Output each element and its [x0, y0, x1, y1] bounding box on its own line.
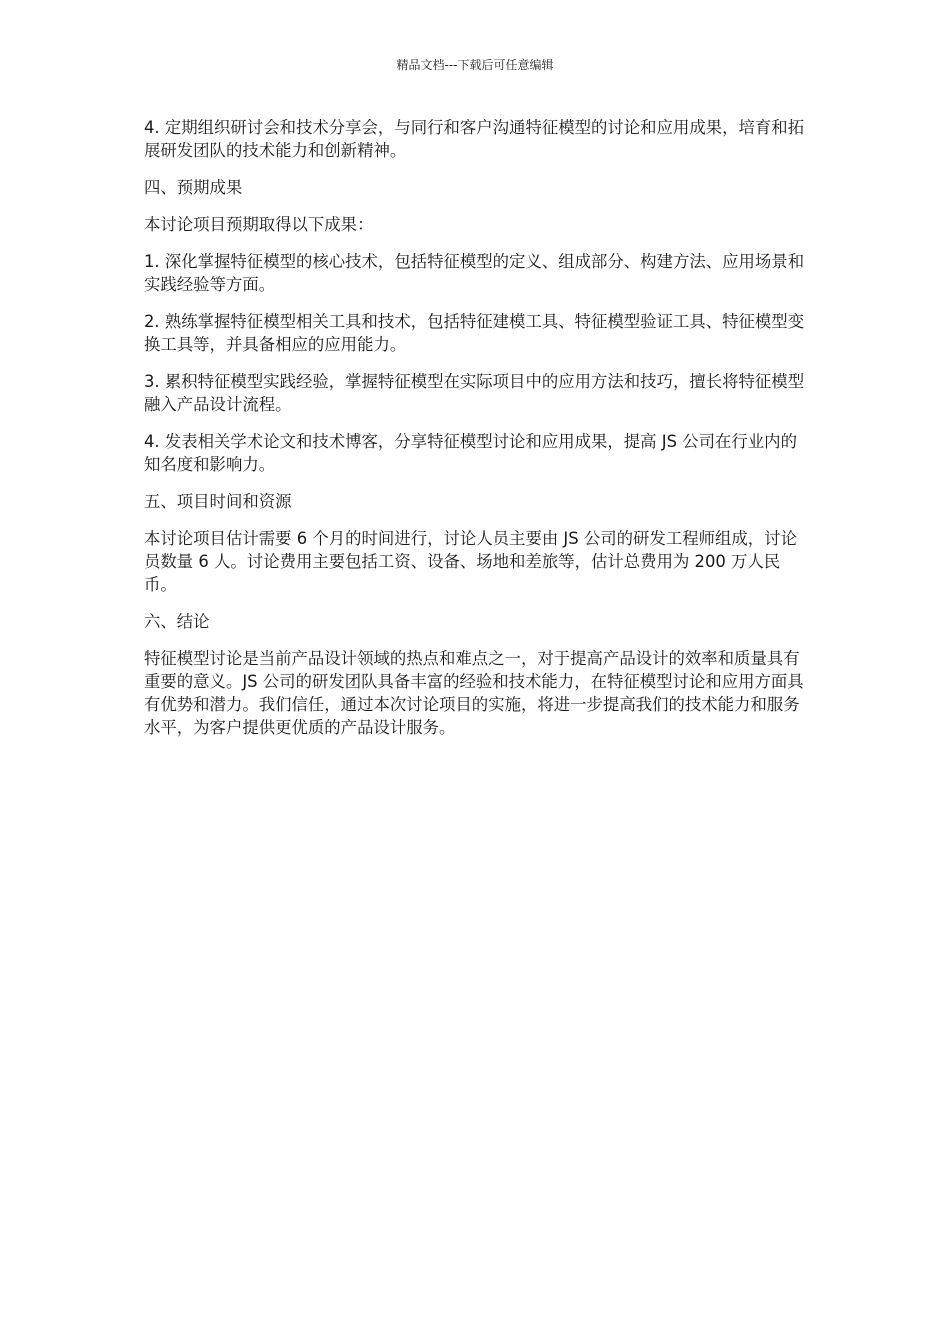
paragraph-time-resources: 本讨论项目估计需要 6 个月的时间进行，讨论人员主要由 JS 公司的研发工程师组成，讨论员数量 6 人。讨论费用主要包括工资、设备、场地和差旅等，估计总费用为 200 万人民币。: [144, 529, 797, 594]
paragraph-conclusion: 特征模型讨论是当前产品设计领域的热点和难点之一，对于提高产品设计的效率和质量具有重要的意义。JS 公司的研发团队具备丰富的经验和技术能力，在特征模型讨论和应用方面具有优势和潜力。我们信任，通过本次讨论项目的实施，将进一步提高我们的技术能力和服务水平，为客户提供更优质的产品设计服务。: [144, 649, 804, 737]
intro-expected-results: 本讨论项目预期取得以下成果：: [144, 215, 374, 234]
section-heading-conclusion: 六、结论: [144, 612, 210, 631]
list-item-1-core-technology: 1. 深化掌握特征模型的核心技术，包括特征模型的定义、组成部分、构建方法、应用场景和实践经验等方面。: [144, 252, 805, 294]
list-item-3-practice: 3. 累积特征模型实践经验，掌握特征模型在实际项目中的应用方法和技巧，擅长将特征模型融入产品设计流程。: [144, 372, 805, 414]
list-item-4-organize-seminars: 4. 定期组织研讨会和技术分享会，与同行和客户沟通特征模型的讨论和应用成果，培育和拓展研发团队的技术能力和创新精神。: [144, 118, 805, 160]
page-header: 精品文档---下载后可任意编辑: [396, 58, 554, 72]
section-heading-expected-results: 四、预期成果: [144, 178, 243, 197]
list-item-2-tools: 2. 熟练掌握特征模型相关工具和技术，包括特征建模工具、特征模型验证工具、特征模型变换工具等，并具备相应的应用能力。: [144, 312, 805, 354]
section-heading-time-resources: 五、项目时间和资源: [144, 492, 292, 511]
list-item-4-publications: 4. 发表相关学术论文和技术博客，分享特征模型讨论和应用成果，提高 JS 公司在行业内的知名度和影响力。: [144, 432, 797, 474]
document-body: [144, 116, 806, 753]
